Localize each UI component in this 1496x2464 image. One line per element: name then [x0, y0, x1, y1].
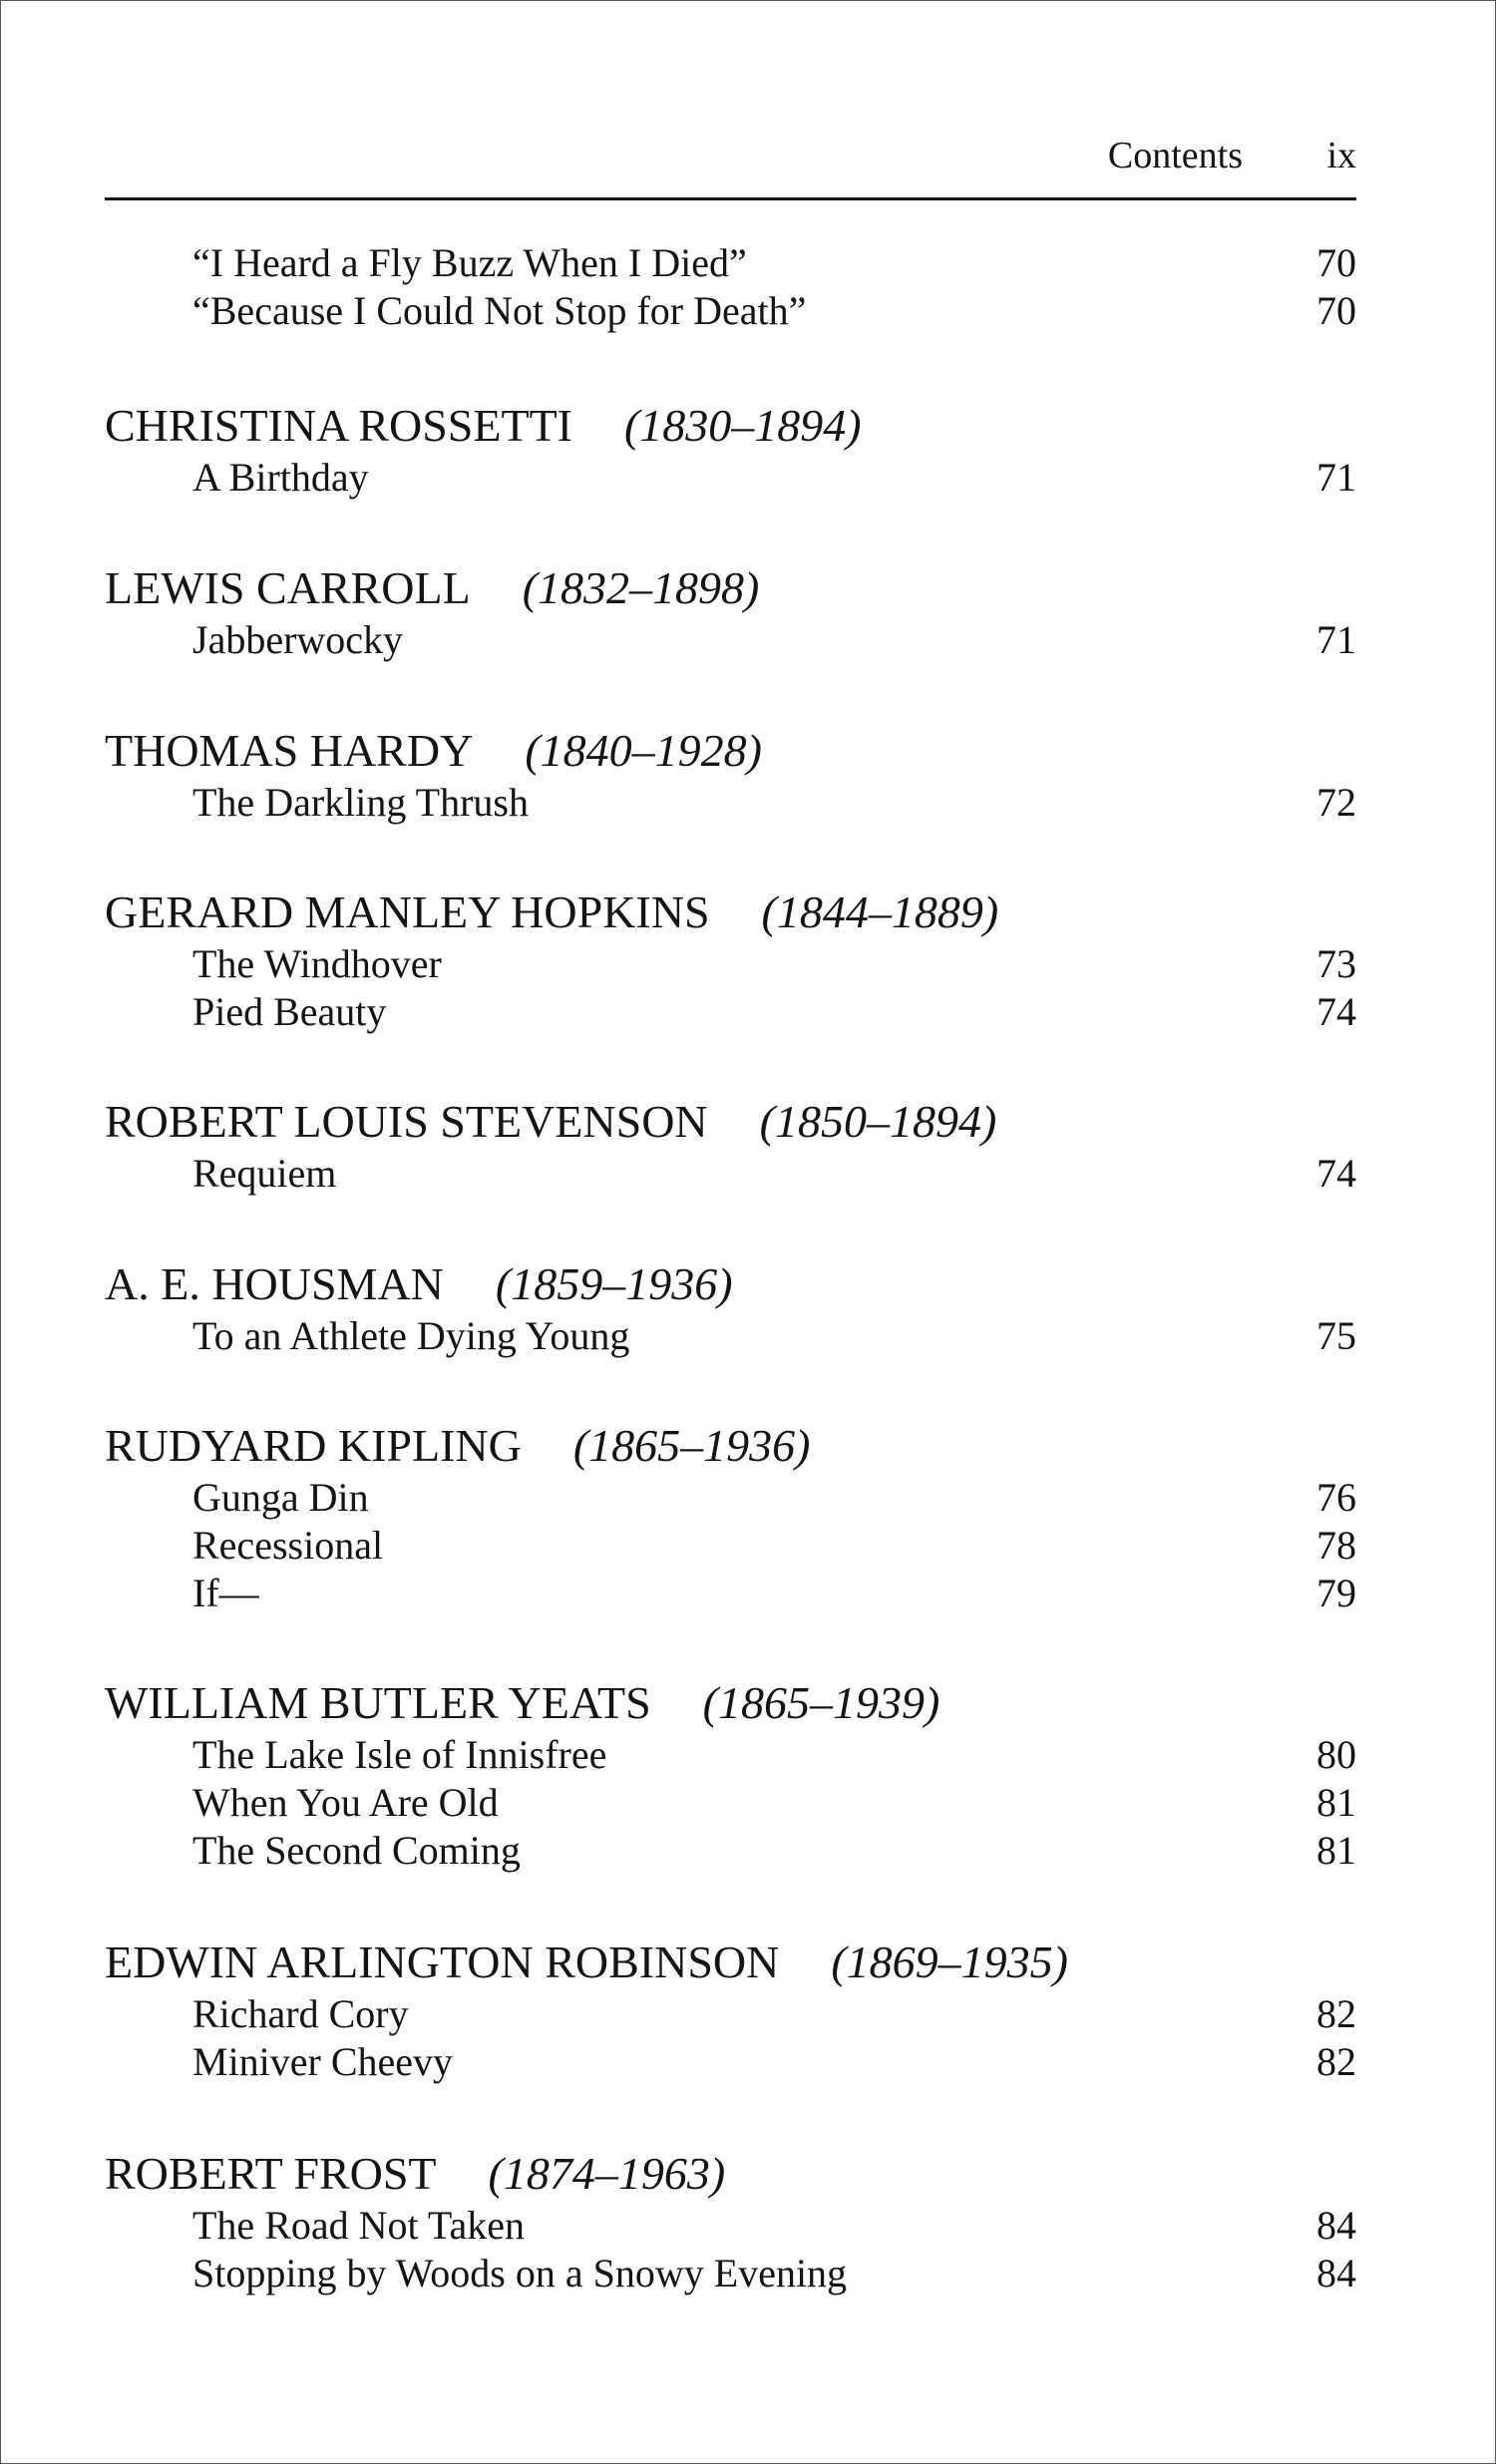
author-heading — [105, 1936, 1356, 1991]
author-dates: (1869–1935) — [831, 1936, 1068, 1987]
author-name: RUDYARD KIPLING — [105, 1420, 522, 1471]
toc-entry[interactable] — [105, 779, 1356, 829]
author-name: CHRISTINA ROSSETTI — [105, 400, 572, 451]
author-name: EDWIN ARLINGTON ROBINSON — [105, 1936, 780, 1987]
poem-title: If— — [192, 1571, 259, 1615]
author-heading — [105, 1095, 1356, 1151]
author-heading — [105, 561, 1356, 617]
author-dates: (1865–1939) — [702, 1677, 940, 1728]
toc-entry[interactable] — [105, 1474, 1356, 1524]
poem-page-number: 82 — [1316, 1991, 1356, 2036]
author-dates: (1850–1894) — [759, 1096, 997, 1147]
poem-title: The Road Not Taken — [192, 2203, 526, 2248]
poem-title: A Birthday — [192, 455, 369, 500]
author-heading — [105, 1419, 1356, 1475]
poem-page-number: 80 — [1316, 1732, 1356, 1777]
poem-title: The Windhover — [192, 941, 442, 986]
poem-page-number: 81 — [1316, 1828, 1356, 1873]
poem-page-number: 78 — [1316, 1523, 1356, 1568]
author-dates: (1865–1936) — [572, 1420, 811, 1471]
toc-entry[interactable] — [105, 940, 1356, 990]
toc-entry[interactable] — [105, 1570, 1356, 1619]
toc-entry[interactable] — [105, 1522, 1356, 1572]
poem-title: Gunga Din — [192, 1475, 369, 1520]
author-dates: (1874–1963) — [488, 2148, 726, 2199]
poem-page-number: 75 — [1316, 1313, 1356, 1358]
toc-entry[interactable] — [105, 1312, 1356, 1362]
author-name: GERARD MANLEY HOPKINS — [105, 886, 710, 937]
author-heading — [105, 399, 1356, 455]
author-dates: (1830–1894) — [623, 400, 862, 451]
poem-page-number: 71 — [1316, 455, 1356, 500]
toc-entry[interactable] — [105, 1779, 1356, 1829]
author-heading — [105, 1257, 1356, 1313]
poem-page-number: 76 — [1316, 1475, 1356, 1520]
author-dates: (1832–1898) — [522, 562, 760, 613]
author-name: ROBERT LOUIS STEVENSON — [105, 1096, 708, 1147]
toc-entry[interactable] — [105, 1731, 1356, 1781]
author-dates: (1859–1936) — [495, 1258, 733, 1309]
toc-entry[interactable] — [105, 2038, 1356, 2088]
running-head-page-number: ix — [1326, 135, 1356, 176]
poem-page-number: 81 — [1316, 1780, 1356, 1825]
toc-entry[interactable] — [105, 454, 1356, 504]
poem-page-number: 72 — [1316, 780, 1356, 825]
poem-page-number: 73 — [1316, 941, 1356, 986]
poem-title: When You Are Old — [192, 1780, 499, 1825]
author-name: ROBERT FROST — [105, 2148, 437, 2199]
poem-page-number: 70 — [1316, 288, 1356, 333]
poem-title: Pied Beauty — [192, 989, 387, 1034]
poem-title: “I Heard a Fly Buzz When I Died” — [192, 240, 747, 285]
toc-entry[interactable] — [105, 616, 1356, 666]
poem-title: Richard Cory — [192, 1991, 409, 2036]
poem-page-number: 74 — [1316, 989, 1356, 1034]
author-heading — [105, 885, 1356, 941]
toc-entry[interactable] — [105, 1150, 1356, 1200]
poem-title: Stopping by Woods on a Snowy Evening — [192, 2251, 848, 2295]
poem-title: The Darkling Thrush — [192, 780, 529, 825]
poem-page-number: 71 — [1316, 617, 1356, 662]
toc-entry[interactable] — [105, 1990, 1356, 2040]
author-heading — [105, 2147, 1356, 2203]
poem-title: Requiem — [192, 1151, 337, 1196]
toc-entry[interactable] — [105, 988, 1356, 1038]
author-name: A. E. HOUSMAN — [105, 1258, 444, 1309]
poem-page-number: 84 — [1316, 2251, 1356, 2295]
poem-title: The Lake Isle of Innisfree — [192, 1732, 607, 1777]
poem-page-number: 70 — [1316, 240, 1356, 285]
poem-title: “Because I Could Not Stop for Death” — [192, 288, 807, 333]
poem-title: The Second Coming — [192, 1828, 521, 1873]
author-name: THOMAS HARDY — [105, 725, 474, 776]
author-heading — [105, 724, 1356, 780]
poem-page-number: 82 — [1316, 2039, 1356, 2084]
author-heading — [105, 1676, 1356, 1732]
toc-entry[interactable] — [105, 1827, 1356, 1877]
author-name: LEWIS CARROLL — [105, 562, 471, 613]
poem-title: Miniver Cheevy — [192, 2039, 454, 2084]
author-dates: (1844–1889) — [761, 886, 999, 937]
running-head — [105, 132, 1356, 183]
header-rule — [105, 197, 1356, 200]
toc-entry[interactable] — [105, 2250, 1356, 2299]
poem-title: Recessional — [192, 1523, 384, 1568]
toc-entry[interactable] — [105, 2202, 1356, 2252]
author-dates: (1840–1928) — [525, 725, 762, 776]
poem-title: Jabberwocky — [192, 617, 404, 662]
poem-page-number: 84 — [1316, 2203, 1356, 2248]
toc-entry[interactable] — [105, 287, 1356, 337]
toc-entry[interactable] — [105, 239, 1356, 289]
running-head-title: Contents — [1107, 135, 1243, 176]
poem-title: To an Athlete Dying Young — [192, 1313, 630, 1358]
poem-page-number: 74 — [1316, 1151, 1356, 1196]
author-name: WILLIAM BUTLER YEATS — [105, 1677, 651, 1728]
poem-page-number: 79 — [1316, 1571, 1356, 1615]
